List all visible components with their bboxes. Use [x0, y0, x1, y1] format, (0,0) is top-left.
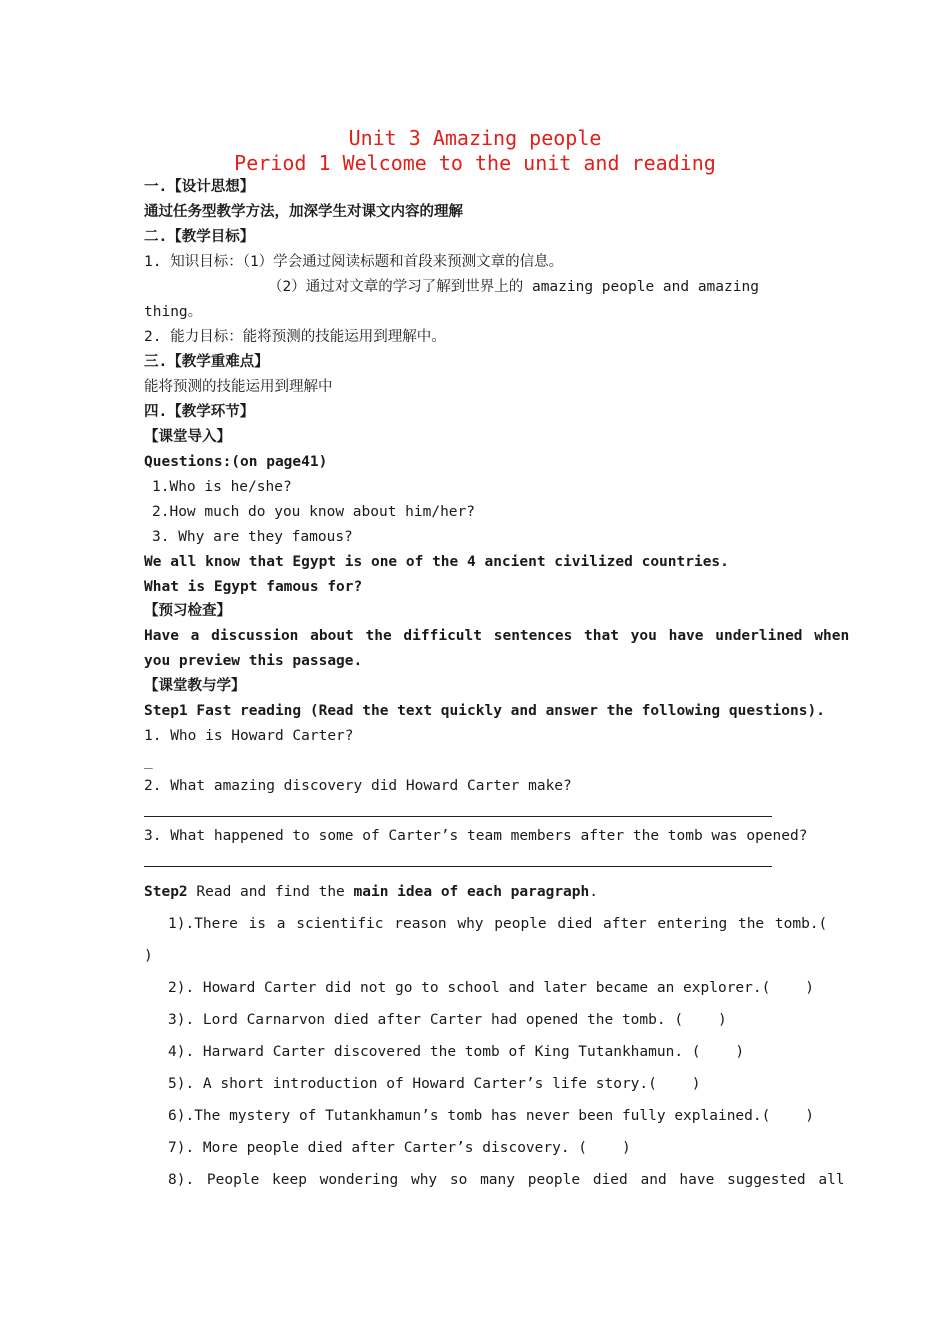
step2-bold: main idea of each paragraph	[353, 884, 590, 900]
goal-knowledge-3: thing。	[144, 304, 203, 320]
preview-text-1: Have a discussion about the difficult sentences that you have underlined when	[144, 628, 850, 644]
section1-text: 通过任务型教学方法，加深学生对课文内容的理解	[144, 204, 463, 220]
step2-mid: Read and find the	[187, 884, 354, 900]
section1-heading: 一.【设计思想】	[144, 179, 255, 195]
unit-title: Unit 3 Amazing people	[348, 126, 602, 150]
step1-question-3: 3. What happened to some of Carter’s team members after the tomb was opened?	[144, 828, 808, 844]
step2-title	[144, 883, 598, 901]
paragraph-item-7: 7). More people died after Carter’s discovery. ( )	[168, 1140, 631, 1156]
preview-heading: 【预习检查】	[144, 603, 231, 619]
paragraph-item-5: 5). A short introduction of Howard Carter’s life story.( )	[168, 1076, 701, 1092]
paragraph-item-4: 4). Harward Carter discovered the tomb of King Tutankhamun. ( )	[168, 1044, 745, 1060]
paragraph-item-8: 8). People keep wondering why so many people died and have suggested all	[168, 1172, 845, 1188]
paragraph-item-3: 3). Lord Carnarvon died after Carter had opened the tomb. ( )	[168, 1012, 727, 1028]
intro-question-3: 3. Why are they famous?	[152, 529, 353, 545]
step2-end: .	[589, 884, 598, 900]
goal-knowledge-2: （2）通过对文章的学习了解到世界上的 amazing people and amazing	[268, 279, 759, 295]
intro-question-1: 1.Who is he/she?	[152, 479, 292, 495]
section2-heading: 二.【教学目标】	[144, 229, 255, 245]
period-title: Period 1 Welcome to the unit and reading	[234, 151, 716, 175]
goal-knowledge: 1. 知识目标：（1）学会通过阅读标题和首段来预测文章的信息。	[144, 254, 564, 270]
step1-title: Step1 Fast reading (Read the text quickly and answer the following questions).	[144, 703, 825, 719]
goal-ability: 2. 能力目标：能将预测的技能运用到理解中。	[144, 329, 446, 345]
questions-label: Questions:(on page41)	[144, 454, 328, 470]
step1-question-2: 2. What amazing discovery did Howard Carter make?	[144, 778, 572, 794]
step2-prefix: Step2	[144, 884, 188, 900]
answer-line-2	[144, 816, 772, 817]
step1-answer-blank-1: _	[144, 753, 153, 769]
answer-line-3	[144, 866, 772, 867]
step1-question-1: 1. Who is Howard Carter?	[144, 728, 354, 744]
intro-heading: 【课堂导入】	[144, 429, 231, 445]
teaching-heading: 【课堂教与学】	[144, 678, 246, 694]
egypt-question: What is Egypt famous for?	[144, 579, 363, 595]
paragraph-item-1: 1).There is a scientific reason why people died after entering the tomb.(	[168, 916, 828, 932]
paragraph-item-6: 6).The mystery of Tutankhamun’s tomb has never been fully explained.( )	[168, 1108, 815, 1124]
section3-text: 能将预测的技能运用到理解中	[144, 379, 333, 395]
paragraph-item-2: 2). Howard Carter did not go to school and later became an explorer.( )	[168, 980, 815, 996]
section4-heading: 四.【教学环节】	[144, 404, 255, 420]
preview-text-2: you preview this passage.	[144, 653, 363, 669]
egypt-statement: We all know that Egypt is one of the 4 ancient civilized countries.	[144, 554, 729, 570]
paragraph-item-1-cont: )	[144, 948, 153, 964]
section3-heading: 三.【教学重难点】	[144, 354, 269, 370]
intro-question-2: 2.How much do you know about him/her?	[152, 504, 476, 520]
